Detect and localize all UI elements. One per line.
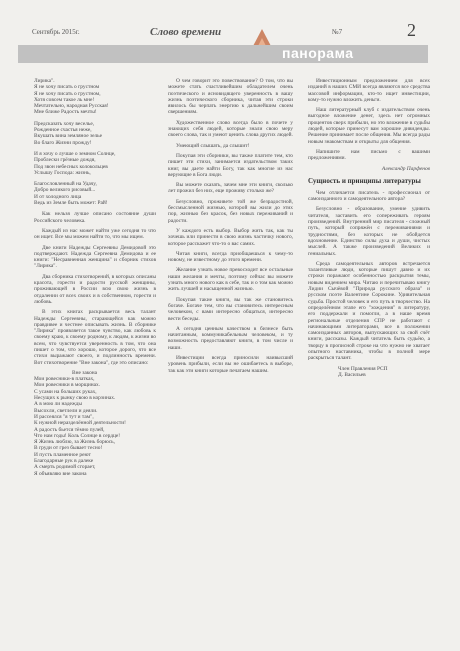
article-paragraph: Читая книги, всегда приобщаешься к чему-то новому, не известному до этого времени. [168,250,293,264]
poem-line: Благодарные рук в далеке [34,458,94,465]
section-title: панорама [282,45,354,61]
article-paragraph: Безусловно - образование, умение удивить читателя, заставить его сопереживать героям произведений. Внутренний мир писателя - сложный путь, который сопряжён с переживаниями и трудностями, без которых не обойдется вдохновение. Единство силы духа и души, чистых мыслей. А также произведений Великих и гениальных. [308,206,430,257]
poem-line: К нужной неразделённой деятельности! [34,420,126,427]
poem-line: Лирика". [34,78,55,84]
poem-title: Вне закона [72,369,98,376]
article-paragraph: Наш литературный клуб с издательством очень выгодное вложение денег, здесь нет огромных процентов сверх прибыли, но это вложение в судьбы людей, которые принесут вам хорошие дивиденды. Решение принимает после общения. Мы всегда рады новым знакомствам и открыты для общения. [308,107,430,145]
article-paragraph: Инвестиционным предложением для всех изданий в наших СМИ всегда являются все средства массовой информации, кто-то ищет инвестиции, кому-то нужно вложить деньги. [308,78,430,103]
poem-line: А радость бьется тёмно пулей, [34,426,105,433]
article-paragraph: У каждого есть выбор. Выбор жить так, как ты хочешь или принести в свою жизнь частичку нового, которое расскажет что-то о вас самих. [168,227,293,247]
poem-line: Проблески грёзные дождя, [34,157,96,164]
article-paragraph: Как нельзя лучше описано состояние души Российского человека. [34,211,156,224]
poem-line: Я не хочу писать о грустном [34,84,100,91]
section-band [18,45,428,63]
article-paragraph: Безусловно, проживете той же безрадостной, бессмысленной жизнью, которой вы жили до этих пор, жизнью без красок, без новых переживаний и радости. [168,198,293,224]
footer-fragment: Член Правления РСП [338,365,388,372]
poem-stanza-1 [34,78,156,116]
poem-line: Мои ровесники-в платках, [34,376,95,383]
article-paragraph: Два сборника стихотворений, в которых описаны красота, горести и радости русской женщины, проживающей в России всю свою жизнь в отдалении от всех своих и в собственном, горести и любовь. [34,273,156,305]
poem-line: Мне ближе Радость мечты! [34,109,97,116]
article-paragraph: Желание узнать новое превосходит все остальные наши желания и мечты, поэтому сейчас вы можете узнать много нового как в себе, так и о том как можно жить лучшей и насыщенной жизнью. [168,267,293,293]
poem-line: Высохли, светлели и деяли. [34,407,98,414]
poem-line: И рассеялся "я тут и там", [34,413,94,420]
poem-line: Вкушать вина земляное зелье [34,133,103,140]
article-paragraph: Покупая эти сборники, вы также платите тем, кто пишет эти стихи, занимается издательством таких книг, вы даете найти Богу, так как многие из нас верующие в Бога люди. [168,152,293,178]
poem-line: Добро великого рисовый... [34,187,96,194]
poem-line: Под звон небесных колокольцев [34,163,108,170]
article-paragraph: Умеющий слышать, да слышит! [176,142,250,149]
poem-stanza-2 [34,121,156,146]
column-left [34,78,156,482]
issue-date: Сентябрь 2015г. [32,28,80,36]
poem-line: Предсказать хочу веселье, [34,120,95,127]
poem-line: И от холодного лица [34,193,82,200]
poem-stanza-4 [34,181,156,206]
article-paragraph: Чем отличается писатель - профессионал от самоизданного и самодеятельного автора? [308,189,430,203]
article-heading: Сущность и принципы литературы [308,176,421,185]
poem-line: А смерть родимой сгорает, [34,464,96,471]
newspaper-title: Слово времени [150,26,222,38]
page-header [0,20,460,60]
poem-line: А в мою ли надежды [34,401,83,408]
column-middle [168,78,293,378]
poem-line: Хотя совсем такое ль мне! [34,96,95,103]
page-number: 2 [407,20,416,40]
article-paragraph: Инвестиции всегда приносили наивысший уровень прибыли, если вы не ошибаетесь в выборе, так как эти книги которые печатаем нашим. [168,354,293,374]
article-paragraph: Две книги Надежды Сергеевны Демидовой это подтверждают. Надежда Сергеевна Демидова и ее книги: "Несравненная женщина" и сборник стихов "Лирика". [34,244,156,270]
poem-line: Я Жизнь люблю, за Жизнь борюсь, [34,439,115,446]
poem-line: Ведь из Земле быть может: Рай! [34,200,108,207]
poem-line: Я объявляю вне закона [34,470,87,477]
poem-line: Что нам годы! Коль Солнце в сердце! [34,432,121,439]
article-paragraph: В этих книгах раскрывается весь талант Надежды Сергеевны, старающейся как можно правдивее и честнее описывать жизнь. В сборнике "Лирика" проявляется такое чувство, как любовь к своему краю, к своему родному, к людям, к жизни во всем, что чувствуется уверенность в том, что она пишет о том, что хорошо, которое дорого, что все стихи выражают своего, и подлинность времени. Вот стихотворение "Вне закона", где это описано: [34,309,156,366]
column-right [308,78,430,378]
article-paragraph: Покупая такие книги, вы так же становитесь богаче. Богаче тем, что вы становитесь интересным человеком, с вами интересно общаться, интересно вести беседы. [168,296,293,322]
article-paragraph: А сегодня ценным качеством в бизнесе быть начитанным, коммуникабельным человеком, и ту возможность предоставляют книги, в том числе и наши. [168,325,293,351]
poem-line: Благословленный на Удачу, [34,181,97,188]
article-paragraph: Напишите нам письмо с вашими предложениями. [308,148,430,162]
footer-fragment: Д. Васильев [338,371,366,378]
issue-number: №7 [332,28,343,36]
poem-vne-zakona [34,370,156,477]
article-paragraph: Каждый из нас может найти уже сегодня то что он ищет. Все мы можем найти то, что мы ищем. [34,227,156,241]
poem-line: Во благо Жизни прожду! [34,139,92,146]
poem-line: Рожденное счастья неже, [34,127,92,134]
poem-line: И пусть пламенное реют [34,451,91,458]
poem-line: Я не хочу писать о грустном, [34,90,101,97]
poem-line: Мои ровесники в морщинах. [34,382,101,389]
poem-line: В груди от грез бывает тесно! [34,445,103,452]
article-paragraph: О чем говорит это повествование? О том, что вы можете стать счастливейшим обладателем очень поэтического и ясновидящего уверенность в вашу жизнь поэтического сборника, читая эти строки явилось бы черпать энергию к дальнейшим своим свершениям. [168,78,293,116]
poem-line: С усами на больших руках, [34,388,97,395]
article-paragraph: Художественное слово всегда было в почете у знающих себя людей, которые знали свою меру своего слова, так и умеют ценить слова других людей. [168,119,293,139]
article-paragraph: Среда самодеятельных авторов встречается талантливые люди, которые пишут давно и их строки поражают особенностью раскрытия темы, новым видением мира. Читаю и перечитываю книгу Лидии Сычёвой "Природа русского образа" и русском поэте Валентине Сорокине. Удивительная судьба. Простой человек и его путь в творчество. На определённом этапе его "хождения" в литературу, его поддержали и помогли, а в наше время региональные отделения СПР не работают с начинающими литераторами, все в положении самоизданных авторов, выпускающих за свой счёт книги, рассказы. Каждый читатель быть судьёю, а творцу в прописной строке на что нужно не хватает опытного наставника, чтобы в полной мере раскрыться талант. [308,260,430,362]
author-signature: Александр Парфенов [381,165,430,172]
poem-line: Несущих к рынку свою в корзинах. [34,395,116,402]
poem-line: Мечтательно, народная Русская! [34,103,109,110]
poem-line: Услышу Господа: жизнь, [34,169,91,176]
poem-line: И я хочу о лучше о земном Солнце, [34,150,116,157]
poem-stanza-3 [34,151,156,176]
article-paragraph: Вы можете сказать, зачем мне эти книги, сколько лет прожил без них, еще проживу столько же? [168,182,293,195]
